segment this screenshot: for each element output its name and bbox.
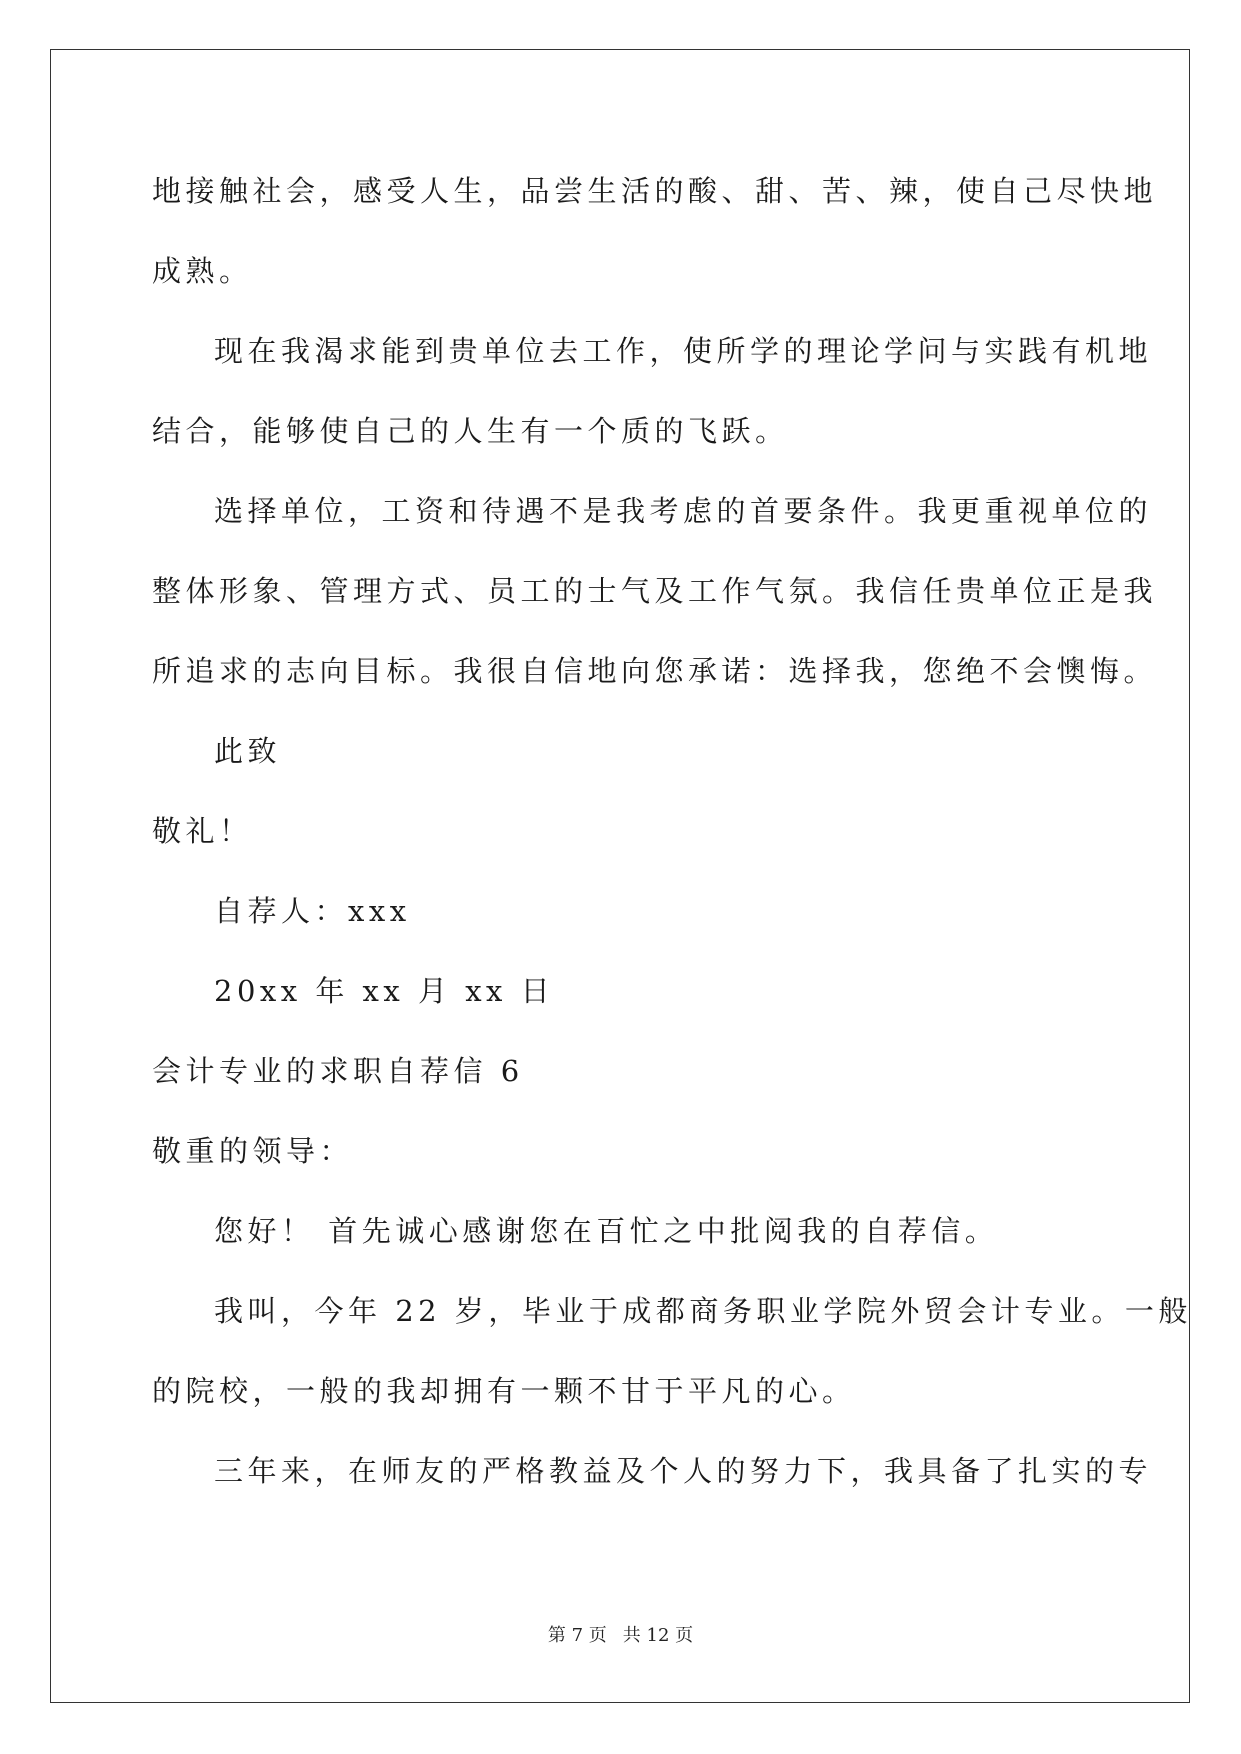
text-line: 整体形象、管理方式、员工的士气及工作气氛。我信任贵单位正是我 bbox=[152, 574, 1158, 608]
page-number-current: 第 7 页 bbox=[547, 1625, 607, 1646]
greeting-line: 敬重的领导： bbox=[152, 1134, 354, 1168]
text-line: 的院校，一般的我却拥有一颗不甘于平凡的心。 bbox=[152, 1374, 856, 1408]
page-footer bbox=[0, 1624, 1241, 1648]
text-line: 选择单位，工资和待遇不是我考虑的首要条件。我更重视单位的 bbox=[214, 494, 1153, 528]
date-line: 20xx 年 xx 月 xx 日 bbox=[214, 974, 555, 1008]
signature-line: 自荐人：xxx bbox=[214, 894, 411, 928]
text-line: 我叫，今年 22 岁，毕业于成都商务职业学院外贸会计专业。一般 bbox=[214, 1294, 1192, 1328]
text-line: 地接触社会，感受人生，品尝生活的酸、甜、苦、辣，使自己尽快地 bbox=[152, 174, 1158, 208]
text-line: 您好！ 首先诚心感谢您在百忙之中批阅我的自荐信。 bbox=[214, 1214, 999, 1248]
page-number-total: 共 12 页 bbox=[622, 1625, 694, 1646]
section-heading: 会计专业的求职自荐信 6 bbox=[152, 1054, 524, 1088]
salutation-regards: 敬礼！ bbox=[152, 814, 253, 848]
text-line: 结合，能够使自己的人生有一个质的飞跃。 bbox=[152, 414, 789, 448]
salutation-closing: 此致 bbox=[214, 734, 282, 768]
text-line: 三年来，在师友的严格教益及个人的努力下，我具备了扎实的专 bbox=[214, 1454, 1153, 1488]
text-line: 成熟。 bbox=[152, 254, 253, 288]
text-line: 现在我渴求能到贵单位去工作，使所学的理论学问与实践有机地 bbox=[214, 334, 1153, 368]
text-line: 所追求的志向目标。我很自信地向您承诺：选择我，您绝不会懊悔。 bbox=[152, 654, 1158, 688]
